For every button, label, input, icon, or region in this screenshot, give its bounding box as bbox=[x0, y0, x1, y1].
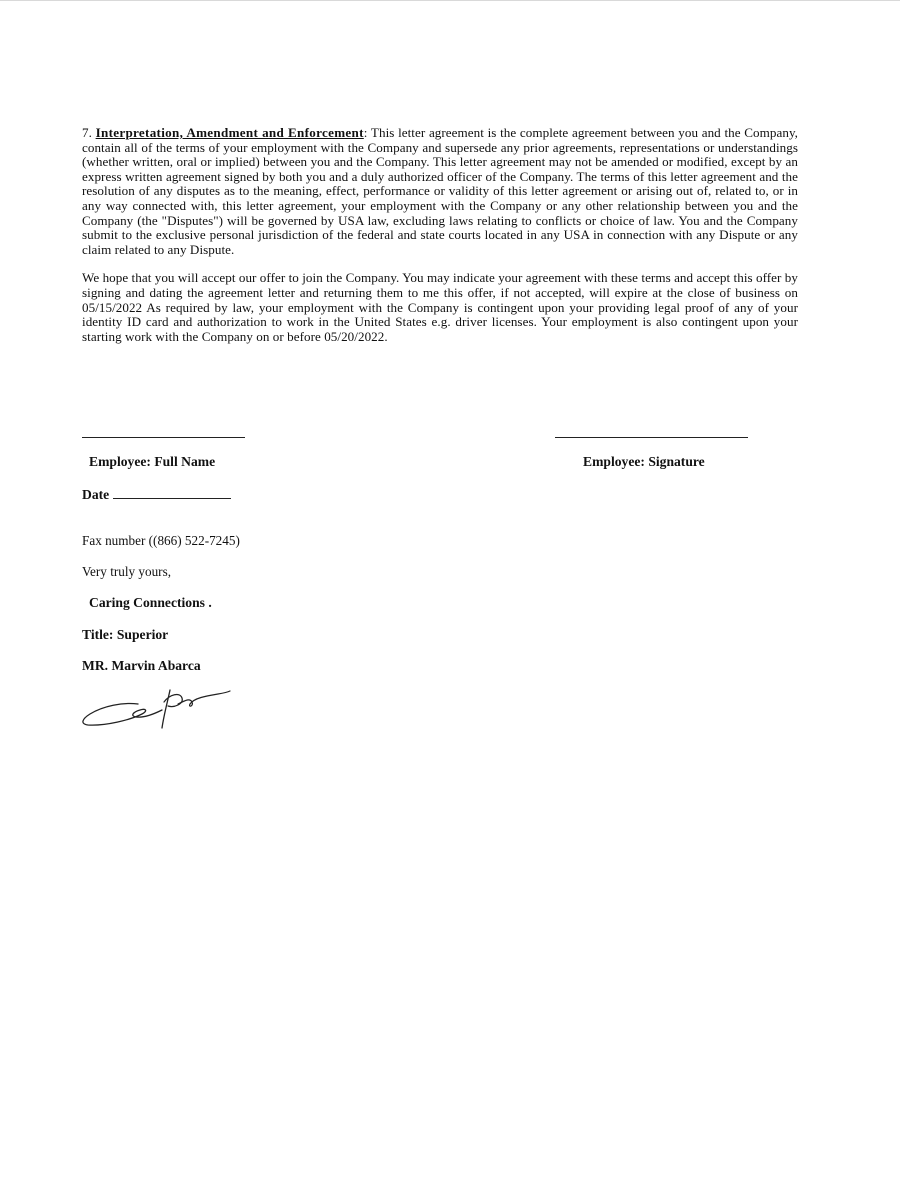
letter-body bbox=[82, 126, 798, 344]
section-number: 7. bbox=[82, 125, 92, 140]
date-row bbox=[82, 486, 231, 503]
section-body: : This letter agreement is the complete agreement between you and the Company, contain all of the terms of your employment with the Company and supersede any prior agreements, representations or understandings (whether written, oral or implied) between you and the Company. This letter agreement may not be amended or modified, except by an express written agreement signed by both you and a duly authorized officer of the Company. The terms of this letter agreement and the resolution of any disputes as to the meaning, effect, performance or validity of this letter agreement or arising out of, related to, or in any way connected with, this letter agreement, your employment with the Company or any other relationship between you and the Company (the "Disputes") will be governed by USA law, excluding laws relating to conflicts or choice of law. You and the Company submit to the exclusive personal jurisdiction of the federal and state courts located in any USA in connection with any Dispute or any claim related to any Dispute. bbox=[82, 125, 799, 257]
employee-name-line bbox=[82, 437, 245, 438]
company-name: Caring Connections . bbox=[89, 595, 212, 610]
handwritten-signature-icon bbox=[78, 684, 234, 732]
page-top-border bbox=[0, 0, 900, 1]
date-label: Date bbox=[82, 487, 110, 502]
employee-signature-label: Employee: Signature bbox=[583, 454, 705, 469]
valediction: Very truly yours, bbox=[82, 564, 172, 579]
section-heading: Interpretation, Amendment and Enforcement bbox=[95, 125, 364, 140]
section-7-paragraph bbox=[82, 126, 798, 257]
employee-name-label: Employee: Full Name bbox=[89, 454, 216, 469]
employee-signature-row bbox=[82, 437, 798, 477]
sender-name: MR. Marvin Abarca bbox=[82, 658, 201, 673]
fax-number: Fax number ((866) 522-7245) bbox=[82, 533, 240, 548]
closing-paragraph: We hope that you will accept our offer to join the Company. You may indicate your agreement with these terms and accept this offer by signing and dating the agreement letter and returning them to me this offer, if not accepted, will expire at the close of business on 05/15/2022 As required by law, your employment with the Company is contingent upon your providing legal proof of any of your identity ID card and authorization to work in the United States e.g. driver licenses. Your employment is also contingent upon your starting work with the Company on or before 05/20/2022. bbox=[82, 270, 798, 344]
employee-signature-line bbox=[555, 437, 748, 438]
date-line bbox=[113, 486, 231, 499]
sender-title: Title: Superior bbox=[82, 627, 169, 642]
